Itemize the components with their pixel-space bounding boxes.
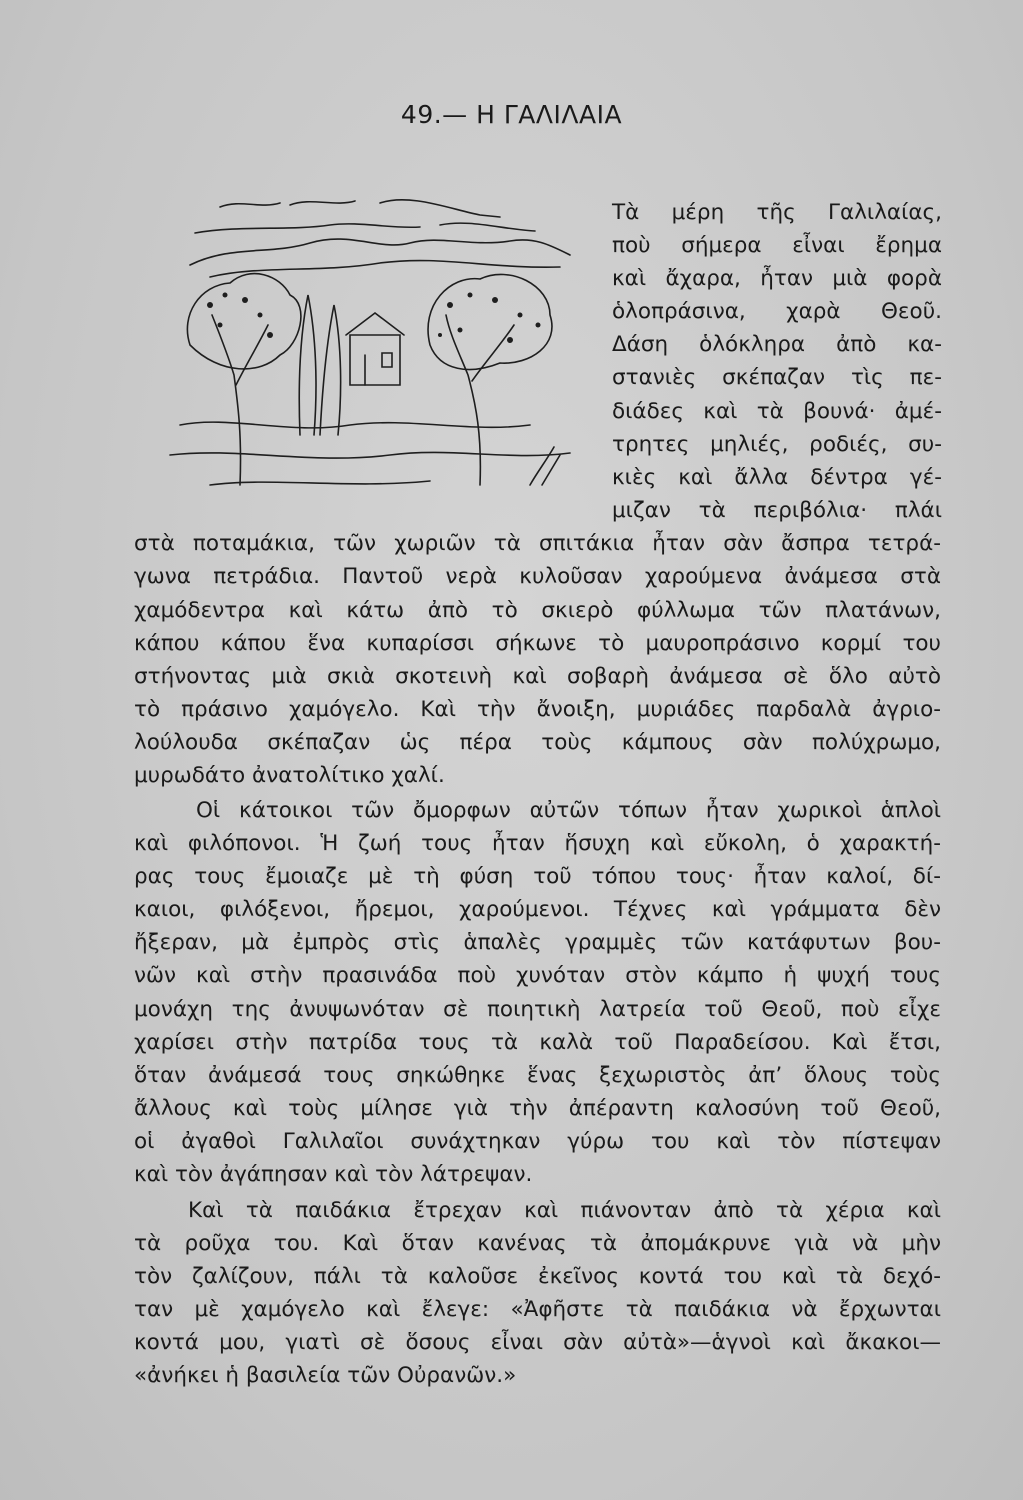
text-line: στήνοντας μιὰ σκιὰ σκοτεινὴ καὶ σοβαρὴ ἀνάμεσα σὲ ὅλο αὐτὸ bbox=[134, 664, 941, 689]
text-line: κάπου κάπου ἕνα κυπαρίσσι σήκωνε τὸ μαυροπράσινο κορμί του bbox=[134, 631, 941, 656]
text-line: κιὲς καὶ ἄλλα δέντρα γέ- bbox=[612, 465, 942, 490]
text-line: Τὰ μέρη τῆς Γαλιλαίας, bbox=[612, 200, 942, 225]
text-line: ποὺ σήμερα εἶναι ἔρημα bbox=[612, 233, 942, 258]
text-line: ἄλλους καὶ τοὺς μίλησε γιὰ τὴν ἀπέραντη καλοσύνη τοῦ Θεοῦ, bbox=[134, 1096, 941, 1121]
text-line: χαμόδεντρα καὶ κάτω ἀπὸ τὸ σκιερὸ φύλλωμα τῶν πλατάνων, bbox=[134, 598, 941, 623]
text-line: τὰ ροῦχα του. Καὶ ὅταν κανένας τὰ ἀπομάκρυνε γιὰ νὰ μὴν bbox=[134, 1231, 941, 1256]
text-line: καὶ ἄχαρα, ἦταν μιὰ φορὰ bbox=[612, 266, 942, 291]
text-line: κοντά μου, γιατὶ σὲ ὅσους εἶναι σὰν αὐτὰ»—ἁγνοὶ καὶ ἄκακοι— bbox=[134, 1330, 941, 1355]
text-line: ρας τους ἔμοιαζε μὲ τὴ φύση τοῦ τόπου τους· ἦταν καλοί, δί- bbox=[134, 864, 941, 889]
page-title: 49.— Η ΓΑΛΙΛΑΙΑ bbox=[400, 100, 623, 129]
text-line: γωνα πετράδια. Παντοῦ νερὰ κυλοῦσαν χαρούμενα ἀνάμεσα στὰ bbox=[134, 564, 941, 589]
text-line: ὅταν ἀνάμεσά τους σηκώθηκε ἕνας ξεχωριστὸς ἀπ’ ὅλους τοὺς bbox=[134, 1063, 941, 1088]
text-line: Καὶ τὰ παιδάκια ἔτρεχαν καὶ πιάνονταν ἀπὸ τὰ χέρια καὶ bbox=[188, 1198, 941, 1223]
text-line: «ἀνήκει ἡ βασιλεία τῶν Οὐρανῶν.» bbox=[134, 1363, 517, 1388]
text-line: τὸ πράσινο χαμόγελο. Καὶ τὴν ἄνοιξη, μυριάδες παρδαλὰ ἀγριο- bbox=[134, 697, 941, 722]
text-line: Δάση ὁλόκληρα ἀπὸ κα- bbox=[612, 332, 942, 357]
text-line: λούλουδα σκέπαζαν ὡς πέρα τοὺς κάμπους σὰν πολύχρωμο, bbox=[134, 730, 941, 755]
text-line: μιζαν τὰ περιβόλια· πλάι bbox=[612, 498, 942, 523]
text-line: μονάχη της ἀνυψωνόταν σὲ ποιητικὴ λατρεία τοῦ Θεοῦ, ποὺ εἶχε bbox=[134, 997, 941, 1022]
text-line: Οἱ κάτοικοι τῶν ὄμορφων αὐτῶν τόπων ἦταν χωρικοὶ ἁπλοὶ bbox=[196, 798, 941, 823]
landscape-drawing bbox=[150, 185, 590, 495]
text-line: διάδες καὶ τὰ βουνά· ἀμέ- bbox=[612, 399, 942, 424]
text-line: τὸν ζαλίζουν, πάλι τὰ καλοῦσε ἐκεῖνος κοντά του καὶ τὰ δεχό- bbox=[134, 1264, 941, 1289]
text-line: οἱ ἀγαθοὶ Γαλιλαῖοι συνάχτηκαν γύρω του καὶ τὸν πίστεψαν bbox=[134, 1129, 941, 1154]
text-line: νῶν καὶ στὴν πρασινάδα ποὺ χυνόταν στὸν κάμπο ἡ ψυχή τους bbox=[134, 963, 941, 988]
text-line: ἤξεραν, μὰ ἐμπρὸς στὶς ἁπαλὲς γραμμὲς τῶν κατάφυτων βου- bbox=[134, 930, 941, 955]
text-line: μυρωδάτο ἀνατολίτικο χαλί. bbox=[134, 763, 445, 788]
text-line: χαρίσει στὴν πατρίδα τους τὰ καλὰ τοῦ Παραδείσου. Καὶ ἔτσι, bbox=[134, 1030, 941, 1055]
text-line: στὰ ποταμάκια, τῶν χωριῶν τὰ σπιτάκια ἦταν σὰν ἄσπρα τετρά- bbox=[134, 531, 941, 556]
text-line: τρητες μηλιές, ροδιές, συ- bbox=[612, 432, 942, 457]
text-line: ταν μὲ χαμόγελο καὶ ἔλεγε: «Ἀφῆστε τὰ παιδάκια νὰ ἔρχωνται bbox=[134, 1297, 941, 1322]
text-line: καὶ φιλόπονοι. Ἡ ζωή τους ἦταν ἥσυχη καὶ εὔκολη, ὁ χαρακτή- bbox=[134, 831, 941, 856]
text-line: καὶ τὸν ἀγάπησαν καὶ τὸν λάτρεψαν. bbox=[134, 1162, 533, 1187]
text-line: στανιὲς σκέπαζαν τὶς πε- bbox=[612, 365, 942, 390]
text-line: ὁλοπράσινα, χαρὰ Θεοῦ. bbox=[612, 299, 942, 324]
text-line: καιοι, φιλόξενοι, ἤρεμοι, χαρούμενοι. Τέχνες καὶ γράμματα δὲν bbox=[134, 897, 941, 922]
